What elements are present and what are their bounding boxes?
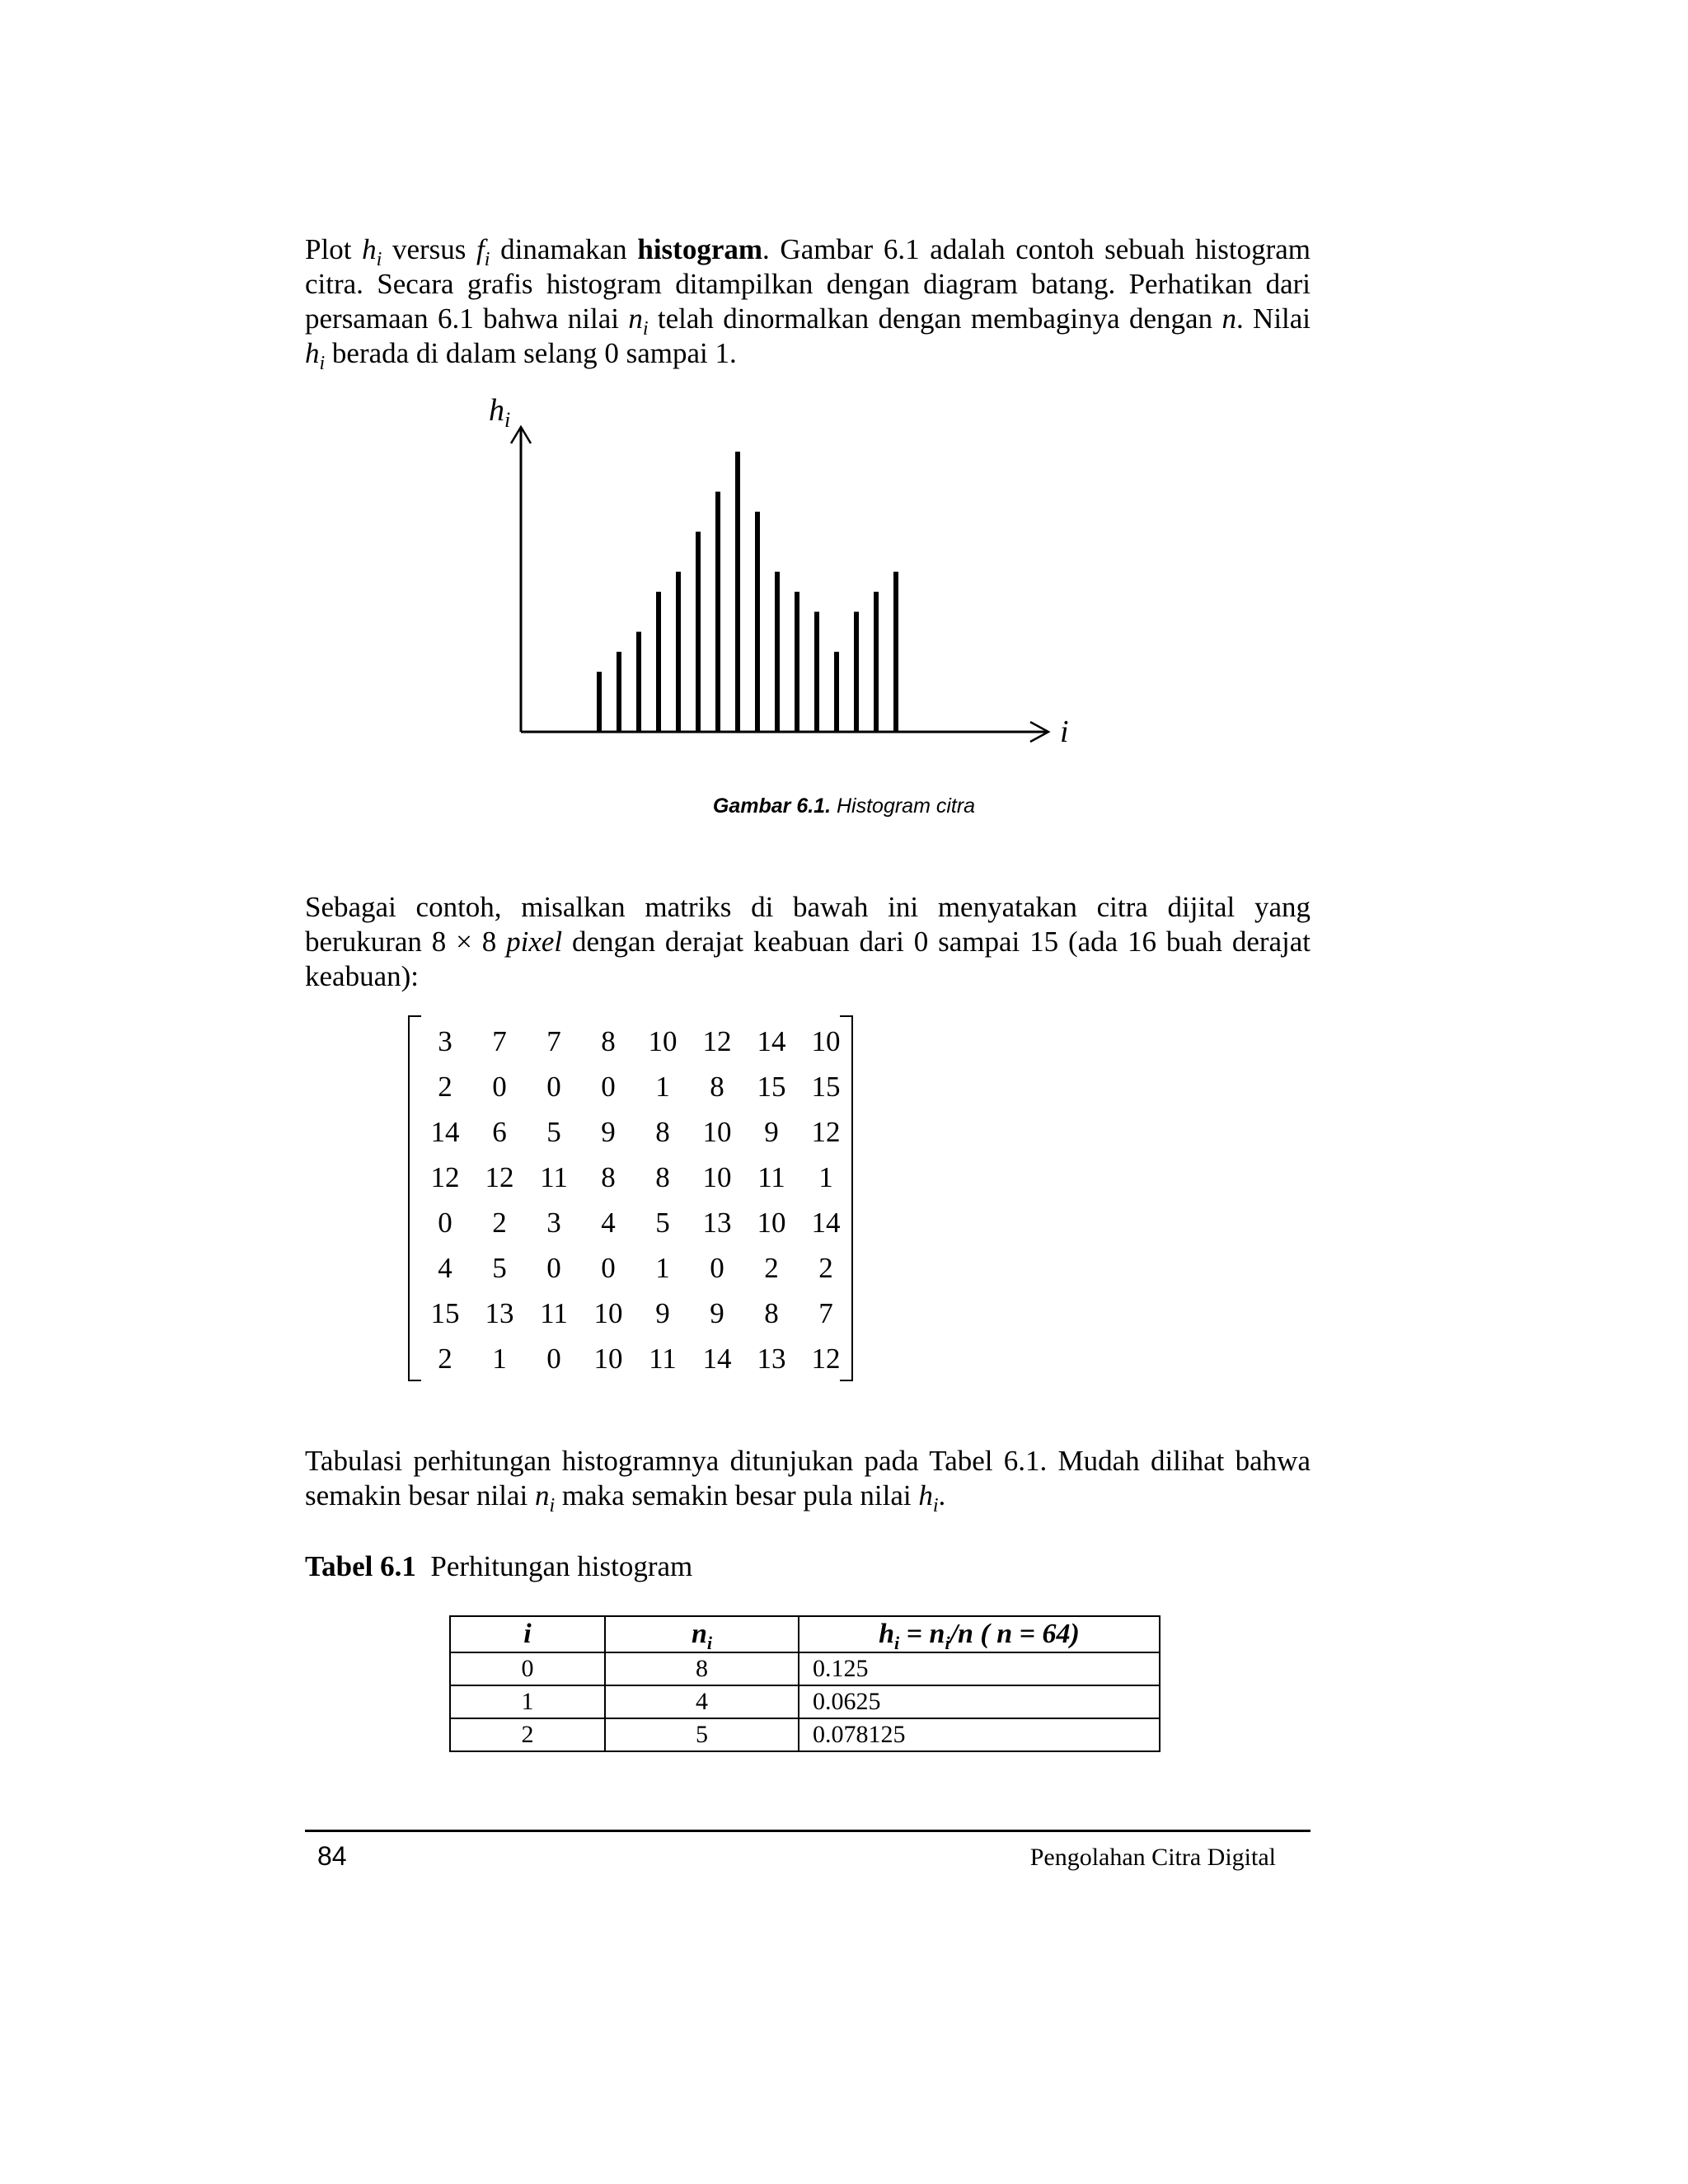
matrix-row bbox=[418, 1064, 853, 1109]
matrix-cell: 8 bbox=[601, 1160, 616, 1193]
var-n: n bbox=[534, 1479, 550, 1511]
histogram-table bbox=[449, 1615, 1160, 1752]
table-row bbox=[450, 1652, 1160, 1685]
header-hi: $h_i = n_i/n$ ( n = 64) bbox=[799, 1616, 1160, 1652]
sub-i: i bbox=[376, 249, 382, 270]
matrix-cell: 13 bbox=[485, 1296, 514, 1329]
histogram-bar bbox=[893, 572, 898, 732]
table-cell: 4 bbox=[605, 1685, 799, 1718]
paragraph-example bbox=[305, 890, 1311, 994]
text-run: dinamakan bbox=[500, 233, 627, 265]
text-run: versus bbox=[392, 233, 467, 265]
matrix-cell: 15 bbox=[757, 1070, 786, 1103]
histogram-bar bbox=[617, 652, 621, 732]
matrix-cell: 14 bbox=[757, 1024, 786, 1057]
text-run: berada di dalam selang 0 sampai 1. bbox=[331, 337, 737, 369]
histogram-bar bbox=[755, 512, 760, 732]
matrix-cell: 7 bbox=[492, 1024, 507, 1057]
matrix-cell: 10 bbox=[811, 1024, 841, 1057]
matrix-cell: 14 bbox=[702, 1342, 732, 1375]
text-run: Tabulasi perhitungan histogramnya ditunjukan pada Tabel 6.1. Mudah dilihat bahwa semakin besar nilai bbox=[305, 1445, 1311, 1511]
histogram-chart bbox=[478, 396, 1104, 766]
matrix-cell: 11 bbox=[757, 1160, 785, 1193]
table-cell: 5 bbox=[605, 1718, 799, 1751]
matrix-row bbox=[418, 1336, 853, 1381]
table-caption-label: Tabel 6.1 bbox=[305, 1550, 416, 1582]
table-row bbox=[450, 1685, 1160, 1718]
matrix-cell: 10 bbox=[593, 1342, 623, 1375]
matrix-cell: 9 bbox=[710, 1296, 724, 1329]
text-run: . Gambar 6.1 adalah contoh sebuah histogram citra. Secara grafis histogram ditampilkan dengan diagram batang. Perhatikan dari persamaan 6.1 bahwa nilai bbox=[305, 233, 1311, 335]
sub-i: i bbox=[642, 318, 649, 340]
histogram-bar bbox=[597, 672, 602, 732]
histogram-bar bbox=[874, 592, 879, 732]
matrix-cell: 8 bbox=[601, 1024, 616, 1057]
matrix-row bbox=[418, 1155, 853, 1200]
histogram-bar bbox=[715, 492, 720, 732]
table-header-row bbox=[450, 1616, 1160, 1652]
matrix-cell: 15 bbox=[811, 1070, 841, 1103]
matrix-cell: 2 bbox=[438, 1342, 452, 1375]
matrix-cell: 10 bbox=[757, 1206, 786, 1239]
matrix-row bbox=[418, 1109, 853, 1155]
matrix-cell: 14 bbox=[811, 1206, 841, 1239]
header-ni: $n_i$ bbox=[605, 1616, 799, 1652]
y-axis-label: $h_i$ bbox=[489, 396, 511, 432]
histogram-bar bbox=[795, 592, 799, 732]
matrix-cell: 12 bbox=[702, 1024, 732, 1057]
histogram-bar bbox=[814, 612, 819, 732]
matrix-cell: 4 bbox=[601, 1206, 616, 1239]
table-cell: 2 bbox=[450, 1718, 605, 1751]
var-h: h bbox=[305, 337, 320, 369]
matrix-cell: 10 bbox=[648, 1024, 678, 1057]
matrix-cell: 12 bbox=[430, 1160, 460, 1193]
matrix-cell: 7 bbox=[818, 1296, 833, 1329]
var-h: h bbox=[362, 233, 377, 265]
figure-caption bbox=[0, 794, 1688, 818]
page-number: 84 bbox=[317, 1841, 347, 1871]
matrix-cell: 1 bbox=[655, 1070, 670, 1103]
matrix-cell: 2 bbox=[764, 1251, 779, 1284]
matrix-cell: 2 bbox=[492, 1206, 507, 1239]
matrix-cell: 0 bbox=[492, 1070, 507, 1103]
table-row bbox=[450, 1718, 1160, 1751]
matrix-cell: 0 bbox=[546, 1342, 561, 1375]
matrix-bracket-right bbox=[840, 1015, 853, 1381]
table-cell: 8 bbox=[605, 1652, 799, 1685]
var-n: n bbox=[628, 302, 643, 335]
paragraph-intro bbox=[305, 232, 1311, 374]
matrix-cell: 2 bbox=[438, 1070, 452, 1103]
term-histogram: histogram bbox=[637, 233, 763, 265]
sub-i: i bbox=[484, 249, 490, 270]
matrix-cell: 1 bbox=[818, 1160, 833, 1193]
footer-rule bbox=[305, 1830, 1311, 1832]
matrix-cell: 11 bbox=[649, 1342, 677, 1375]
text-run: dengan derajat keabuan dari 0 sampai 15 (ada 16 buah derajat keabuan): bbox=[305, 926, 1311, 992]
matrix-cell: 9 bbox=[764, 1115, 779, 1148]
matrix-cell: 0 bbox=[710, 1251, 724, 1284]
matrix-cell: 0 bbox=[546, 1070, 561, 1103]
histogram-bar bbox=[656, 592, 661, 732]
matrix-cell: 10 bbox=[702, 1115, 732, 1148]
matrix-cell: 3 bbox=[546, 1206, 561, 1239]
matrix-cell: 13 bbox=[702, 1206, 732, 1239]
matrix-cell: 14 bbox=[430, 1115, 460, 1148]
caption-text: Histogram citra bbox=[837, 794, 976, 818]
histogram-bar bbox=[696, 532, 701, 732]
image-matrix bbox=[408, 1015, 853, 1378]
text-run: . Nilai bbox=[1236, 302, 1311, 335]
matrix-cell: 9 bbox=[655, 1296, 670, 1329]
matrix-cell: 11 bbox=[540, 1160, 568, 1193]
matrix-cell: 10 bbox=[593, 1296, 623, 1329]
matrix-row bbox=[418, 1245, 853, 1291]
text-run: maka semakin besar pula nilai bbox=[561, 1479, 912, 1511]
histogram-bar bbox=[775, 572, 780, 732]
matrix-cell: 5 bbox=[655, 1206, 670, 1239]
histogram-bar bbox=[854, 612, 859, 732]
sub-i: i bbox=[549, 1495, 556, 1516]
sub-i: i bbox=[932, 1495, 939, 1516]
table-cell: 0.078125 bbox=[799, 1718, 1160, 1751]
term-pixel: pixel bbox=[506, 926, 563, 958]
matrix-cell: 13 bbox=[757, 1342, 786, 1375]
histogram-bar bbox=[834, 652, 839, 732]
sub-i: i bbox=[319, 353, 326, 374]
histogram-figure bbox=[478, 396, 1104, 766]
matrix-cell: 10 bbox=[702, 1160, 732, 1193]
matrix-cell: 3 bbox=[438, 1024, 452, 1057]
matrix-row bbox=[418, 1019, 853, 1064]
matrix-cell: 5 bbox=[546, 1115, 561, 1148]
matrix-cell: 0 bbox=[438, 1206, 452, 1239]
matrix-cell: 6 bbox=[492, 1115, 507, 1148]
matrix-cell: 15 bbox=[430, 1296, 460, 1329]
matrix-cell: 12 bbox=[811, 1342, 841, 1375]
header-i: i bbox=[450, 1616, 605, 1652]
table-cell: 1 bbox=[450, 1685, 605, 1718]
matrix-cell: 8 bbox=[710, 1070, 724, 1103]
table-cell: 0.125 bbox=[799, 1652, 1160, 1685]
text-run: Sebagai contoh, misalkan matriks di bawah ini menyatakan citra dijital yang berukuran 8 × 8 bbox=[305, 891, 1311, 958]
table-cell: 0 bbox=[450, 1652, 605, 1685]
histogram-bar bbox=[636, 632, 641, 732]
histogram-bars bbox=[597, 452, 898, 732]
matrix-cell: 4 bbox=[438, 1251, 452, 1284]
histogram-bar bbox=[676, 572, 681, 732]
caption-label: Gambar 6.1. bbox=[712, 794, 832, 818]
matrix-cell: 0 bbox=[546, 1251, 561, 1284]
paragraph-tabulation bbox=[305, 1444, 1311, 1516]
matrix-cell: 8 bbox=[655, 1160, 670, 1193]
matrix-cell: 9 bbox=[601, 1115, 616, 1148]
table-cell: 0.0625 bbox=[799, 1685, 1160, 1718]
matrix-cell: 12 bbox=[485, 1160, 514, 1193]
matrix-cell: 0 bbox=[601, 1070, 616, 1103]
text-run: Plot bbox=[305, 233, 352, 265]
matrix-cell: 2 bbox=[818, 1251, 833, 1284]
matrix-cell: 7 bbox=[546, 1024, 561, 1057]
var-n: n bbox=[1221, 302, 1236, 335]
matrix-row bbox=[418, 1291, 853, 1336]
matrix-cell: 8 bbox=[655, 1115, 670, 1148]
matrix-row bbox=[418, 1200, 853, 1245]
var-f: f bbox=[476, 233, 485, 265]
histogram-bar bbox=[735, 452, 740, 732]
var-h: h bbox=[918, 1479, 933, 1511]
x-axis-label: i bbox=[1060, 715, 1069, 749]
matrix-cell: 1 bbox=[492, 1342, 507, 1375]
text-run: telah dinormalkan dengan membaginya dengan bbox=[657, 302, 1213, 335]
table-caption-text: Perhitungan histogram bbox=[430, 1550, 693, 1582]
matrix-cell: 8 bbox=[764, 1296, 779, 1329]
book-title: Pengolahan Citra Digital bbox=[1029, 1844, 1276, 1871]
matrix-cell: 0 bbox=[601, 1251, 616, 1284]
matrix-cell: 11 bbox=[540, 1296, 568, 1329]
matrix-grid bbox=[418, 1019, 853, 1381]
matrix-cell: 1 bbox=[655, 1251, 670, 1284]
matrix-cell: 5 bbox=[492, 1251, 507, 1284]
table-caption bbox=[305, 1549, 692, 1584]
text-run: . bbox=[938, 1479, 946, 1511]
matrix-cell: 12 bbox=[811, 1115, 841, 1148]
